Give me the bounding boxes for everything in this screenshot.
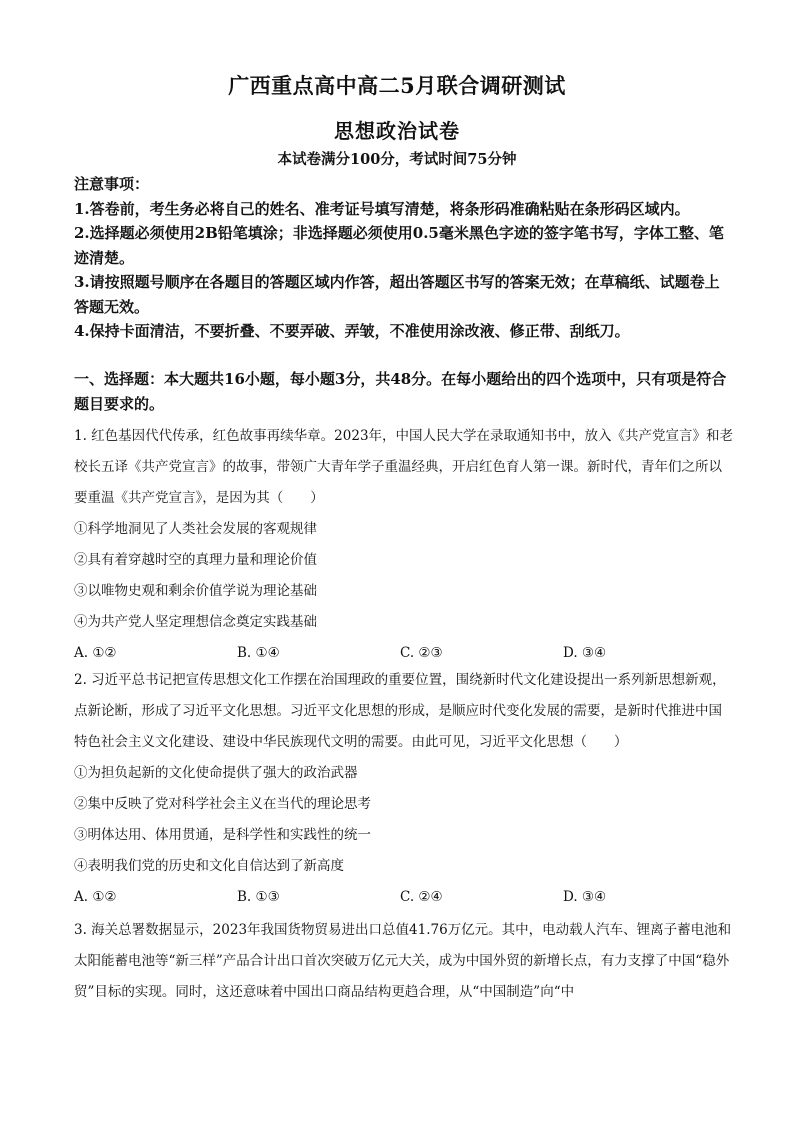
section-heading: 一、选择题：本大题共16小题，每小题3分，共48分。在每小题给出的四个选项中，只有项是符合题目要求的。 [74, 370, 727, 413]
statement-item: ③以唯物史观和剩余价值学说为理论基础 [74, 583, 317, 599]
choice-c: C. ②④ [400, 889, 443, 905]
exam-title: 广西重点高中高二5月联合调研测试 [228, 73, 566, 98]
statement-item: ①为担负起新的文化使命提供了强大的政治武器 [74, 765, 358, 781]
statement-item: ④表明我们党的历史和文化自信达到了新高度 [74, 858, 344, 874]
statement-item: ②具有着穿越时空的真理力量和理论价值 [74, 552, 317, 568]
question-2 [74, 665, 734, 913]
question-stem: 2. 习近平总书记把宣传思想文化工作摆在治国理政的重要位置，围绕新时代文化建设提出一系列新思想新观，点新论断，形成了习近平文化思想。习近平文化思想的形成，是顺应时代变化发展的需要，是新时代推进中国特色社会主义文化建设、建设中华民族现代文明的需要。由此可见，习近平文化思想（ ） [74, 672, 726, 750]
choice-c: C. ②③ [400, 645, 443, 661]
exam-info: 本试卷满分100分，考试时间75分钟 [277, 151, 517, 168]
statement-item: ①科学地洞见了人类社会发展的客观规律 [74, 521, 317, 537]
question-1 [74, 421, 734, 669]
note-item: 4.保持卡面清洁，不要折叠、不要弄破、弄皱，不准使用涂改液、修正带、刮纸刀。 [74, 322, 630, 340]
choice-b: B. ①④ [237, 645, 280, 661]
choice-a: A. ①② [74, 889, 117, 905]
statement-item: ④为共产党人坚定理想信念奠定实践基础 [74, 614, 317, 630]
choice-a: A. ①② [74, 645, 117, 661]
choice-b: B. ①③ [237, 889, 280, 905]
question-stem: 3. 海关总署数据显示，2023年我国货物贸易进出口总值41.76万亿元。其中，电动载人汽车、锂离子蓄电池和太阳能蓄电池等“新三样”产品合计出口首次突破万亿元大关，成为中国外贸的新增长点，有力支撑了中国“稳外贸”目标的实现。同时，这还意味着中国出口商品结构更趋合理，从“中国制造”向“中 [74, 922, 732, 1000]
question-3 [74, 915, 734, 1008]
notes-heading: 注意事项： [74, 175, 150, 193]
question-stem: 1. 红色基因代代传承，红色故事再续华章。2023年，中国人民大学在录取通知书中，放入《共产党宣言》和老校长五译《共产党宣言》的故事，带领广大青年学子重温经典，开启红色育人第一课。新时代，青年们之所以要重温《共产党宣言》，是因为其（ ） [74, 428, 734, 506]
statement-item: ③明体达用、体用贯通，是科学性和实践性的统一 [74, 827, 371, 843]
choice-d: D. ③④ [563, 889, 607, 905]
note-item: 1.答卷前，考生务必将自己的姓名、准考证号填写清楚，将条形码准确粘贴在条形码区域内。 [74, 199, 690, 218]
answer-choices [74, 882, 734, 913]
note-item: 3.请按照题号顺序在各题目的答题区域内作答，超出答题区书写的答案无效；在草稿纸、试题卷上答题无效。 [74, 273, 720, 316]
statement-item: ②集中反映了党对科学社会主义在当代的理论思考 [74, 796, 371, 812]
subject-title: 思想政治试卷 [334, 119, 460, 143]
note-item: 2.选择题必须使用2B铅笔填涂；非选择题必须使用0.5毫米黑色字迹的签字笔书写，字体工整、笔迹清楚。 [74, 224, 724, 267]
notes-block [74, 172, 734, 344]
choice-d: D. ③④ [563, 645, 607, 661]
